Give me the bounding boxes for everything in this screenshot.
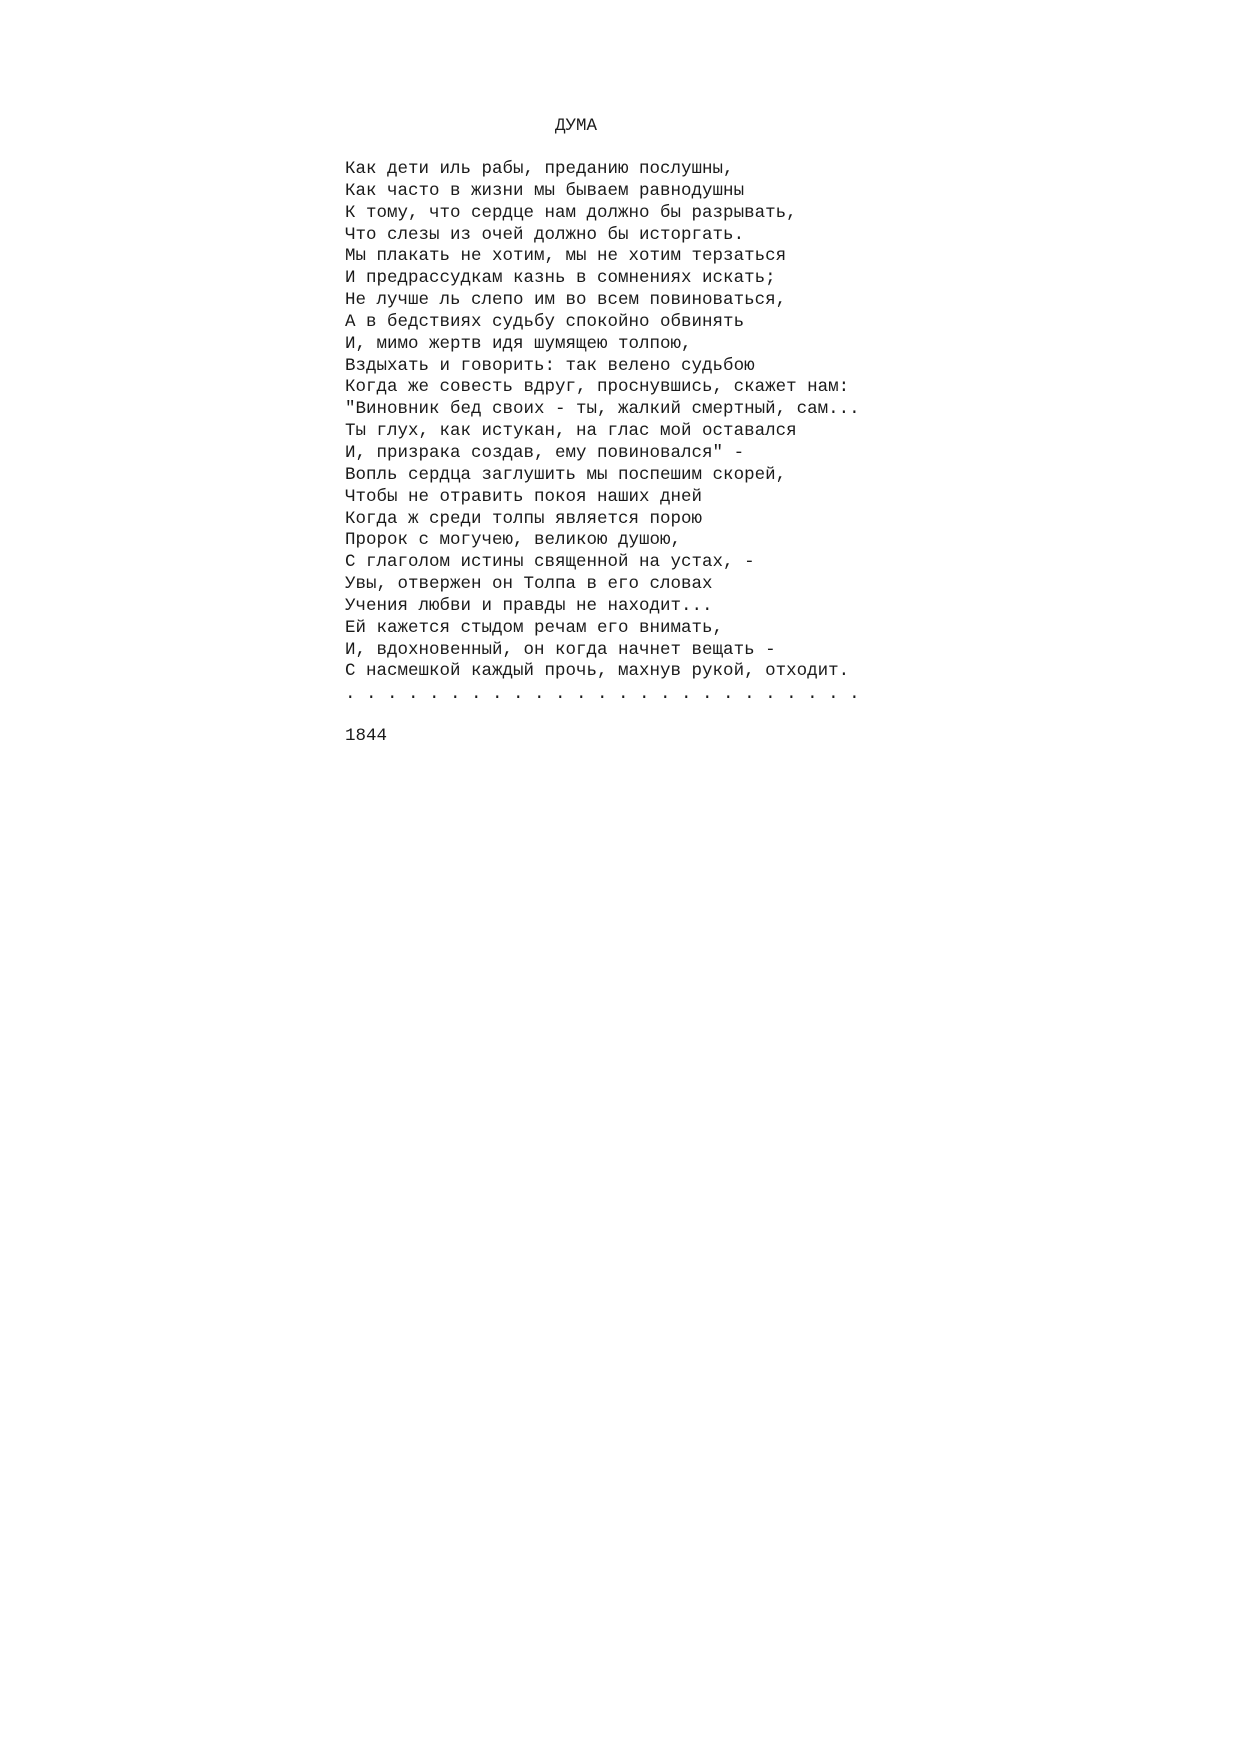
poem-line: Ей кажется стыдом речам его внимать,: [345, 617, 724, 638]
poem-line: И, вдохновенный, он когда начнет вещать -: [345, 639, 776, 660]
poem-line: Чтобы не отравить покоя наших дней: [345, 486, 703, 507]
poem-line: Что слезы из очей должно бы исторгать.: [345, 224, 745, 245]
poem-line: Ты глух, как истукан, на глас мой оставался: [345, 421, 797, 442]
poem-body: [345, 159, 860, 683]
poem-line: Когда ж среди толпы является порою: [345, 508, 703, 529]
poem-line: Когда же совесть вдруг, проснувшись, скажет нам:: [345, 377, 850, 398]
ellipsis-separator: . . . . . . . . . . . . . . . . . . . . . . . . .: [345, 684, 860, 704]
poem-line: "Виновник бед своих - ты, жалкий смертный, сам...: [345, 399, 860, 420]
poem-line: И, мимо жертв идя шумящею толпою,: [345, 333, 692, 354]
poem-line: К тому, что сердце нам должно бы разрывать,: [345, 202, 797, 223]
poem-line: Не лучше ль слепо им во всем повиноваться,: [345, 290, 787, 311]
poem-line: А в бедствиях судьбу спокойно обвинять: [345, 311, 745, 332]
poem-line: С глаголом истины священной на устах, -: [345, 552, 755, 573]
poem-line: Мы плакать не хотим, мы не хотим терзаться: [345, 246, 787, 267]
poem-line: Увы, отвержен он Толпа в его словах: [345, 574, 713, 595]
poem-line: Вздыхать и говорить: так велено судьбою: [345, 355, 755, 376]
poem-line: Учения любви и правды не находит...: [345, 595, 713, 616]
poem-line: И предрассудкам казнь в сомнениях искать;: [345, 268, 776, 289]
poem-line: Пророк с могучею, великою душою,: [345, 530, 682, 551]
poem-line: С насмешкой каждый прочь, махнув рукой, отходит.: [345, 661, 850, 682]
poem-line: Вопль сердца заглушить мы поспешим скорей,: [345, 464, 787, 485]
poem-line: Как дети иль рабы, преданию послушны,: [345, 159, 734, 179]
poem-line: И, призрака создав, ему повиновался" -: [345, 442, 745, 463]
poem-title: ДУМА: [555, 116, 598, 136]
poem-year: 1844: [345, 726, 388, 746]
poem-line: Как часто в жизни мы бываем равнодушны: [345, 180, 745, 201]
